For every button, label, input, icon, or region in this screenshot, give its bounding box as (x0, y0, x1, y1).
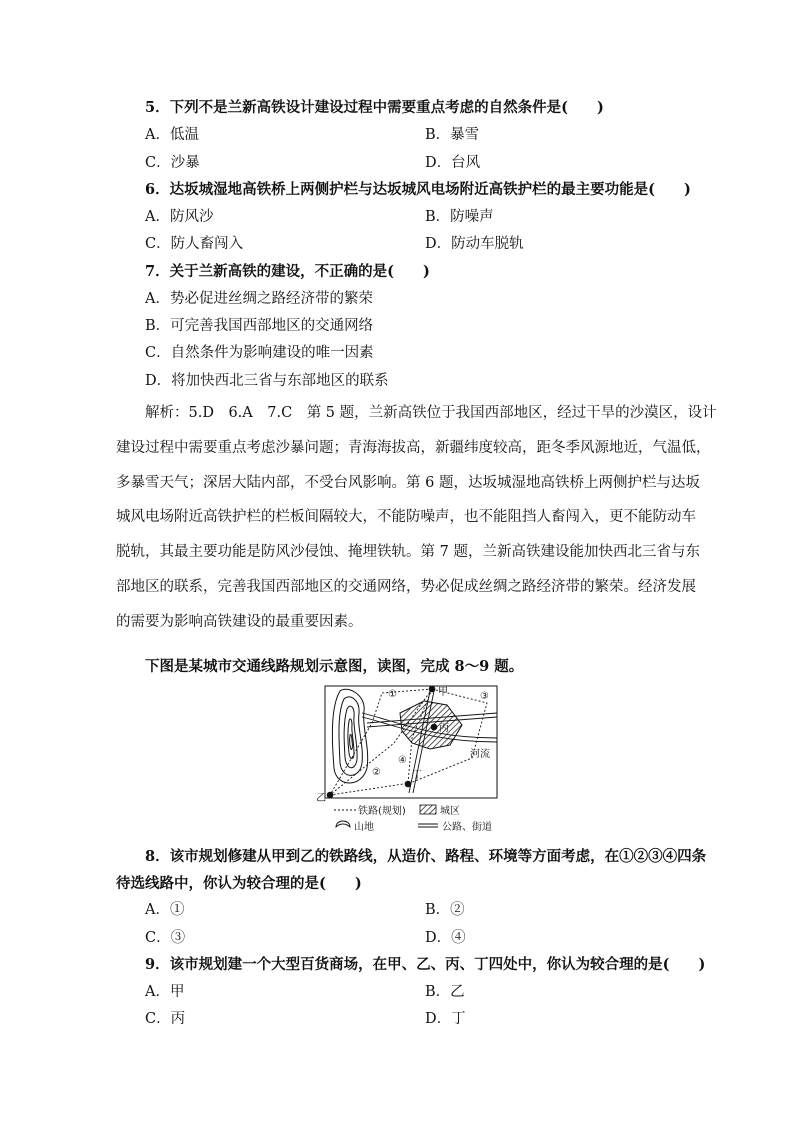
label-ding: 丁 (412, 770, 422, 781)
transport-plan-map (316, 683, 510, 835)
analysis-line: 部地区的联系，完善我国西部地区的交通网络，势必促成丝绸之路经济带的繁荣。经济发展 (116, 579, 696, 595)
q7-option-d[interactable]: D．将加快西北三省与东部地区的联系 (145, 373, 389, 389)
analysis-line: 的需要为影响高铁建设的最重要因素。 (116, 614, 363, 630)
q7-option-b[interactable]: B．可完善我国西部地区的交通网络 (145, 318, 374, 334)
q6-option-a[interactable]: A．防风沙 (145, 209, 214, 225)
question-8-stem: 8．该市规划修建从甲到乙的铁路线，从造价、路程、环境等方面考虑，在①②③④四条 (145, 848, 707, 865)
question-6-stem: 6．达坂城湿地高铁桥上两侧护栏与达坂城风电场附近高铁护栏的最主要功能是( ) (145, 181, 691, 198)
q9-option-c[interactable]: C．丙 (145, 1011, 186, 1027)
point-jia (429, 686, 436, 693)
label-route-2: ② (372, 767, 381, 778)
question-7-stem: 7．关于兰新高铁的建设，不正确的是( ) (145, 263, 430, 280)
q5-option-b[interactable]: B．暴雪 (425, 127, 480, 143)
label-yi: 乙 (316, 793, 326, 804)
label-river: 河流 (470, 749, 490, 760)
q8-option-b[interactable]: B．② (425, 902, 465, 918)
q8-option-c[interactable]: C．③ (145, 930, 186, 946)
q5-option-c[interactable]: C．沙暴 (145, 155, 200, 171)
q6-option-c[interactable]: C．防人畜闯入 (145, 236, 244, 252)
figure-intro: 下图是某城市交通线路规划示意图，读图，完成 8～9 题。 (145, 658, 524, 675)
legend-urban: 城区 (440, 806, 460, 817)
legend-road: 公路、街道 (442, 822, 492, 833)
label-route-4: ④ (398, 755, 407, 766)
analysis-line: 多暴雪天气；深居大陆内部，不受台风影响。第 6 题，达坂城湿地高铁桥上两侧护栏与达坂 (116, 475, 700, 491)
q8-option-d[interactable]: D．④ (425, 930, 466, 946)
analysis-line: 解析：5.D 6.A 7.C 第 5 题，兰新高铁位于我国西部地区，经过干旱的沙漠区，设计 (145, 405, 717, 421)
point-ding (405, 781, 412, 788)
legend-mountain: 山地 (354, 822, 374, 833)
point-bing (431, 724, 438, 731)
analysis-line: 脱轨，其最主要功能是防风沙侵蚀、掩埋铁轨。第 7 题，兰新高铁建设能加快西北三省与东 (116, 544, 700, 560)
q8-option-a[interactable]: A．① (145, 902, 185, 918)
label-route-1: ① (388, 689, 397, 700)
q5-option-a[interactable]: A．低温 (145, 127, 199, 143)
q6-option-d[interactable]: D．防动车脱轨 (425, 236, 524, 252)
q9-option-b[interactable]: B．乙 (425, 984, 465, 1000)
q7-option-c[interactable]: C．自然条件为影响建设的唯一因素 (145, 345, 374, 361)
analysis-line: 建设过程中需要重点考虑沙暴问题；青海海拔高，新疆纬度较高，距冬季风源地近，气温低， (116, 440, 711, 456)
label-bing: 丙 (439, 723, 449, 734)
question-8-stem-cont: 待选线路中，你认为较合理的是( ) (116, 875, 362, 892)
analysis-line: 城风电场附近高铁护栏的栏板间隔较大，不能防噪声，也不能阻挡人畜闯入，更不能防动车 (116, 509, 696, 525)
q9-option-d[interactable]: D．丁 (425, 1011, 466, 1027)
q5-option-d[interactable]: D．台风 (425, 155, 481, 171)
question-9-stem: 9．该市规划建一个大型百货商场，在甲、乙、丙、丁四处中，你认为较合理的是( ) (145, 956, 706, 973)
legend-railway: 铁路(规划) (358, 806, 406, 817)
label-route-3: ③ (480, 691, 489, 702)
question-5-stem: 5．下列不是兰新高铁设计建设过程中需要重点考虑的自然条件是( ) (145, 99, 604, 116)
map-legend (334, 804, 492, 833)
q9-option-a[interactable]: A．甲 (145, 984, 185, 1000)
q6-option-b[interactable]: B．防噪声 (425, 209, 494, 225)
point-yi (327, 792, 334, 799)
q7-option-a[interactable]: A．势必促进丝绸之路经济带的繁荣 (145, 291, 373, 307)
label-jia: 甲 (438, 687, 448, 698)
